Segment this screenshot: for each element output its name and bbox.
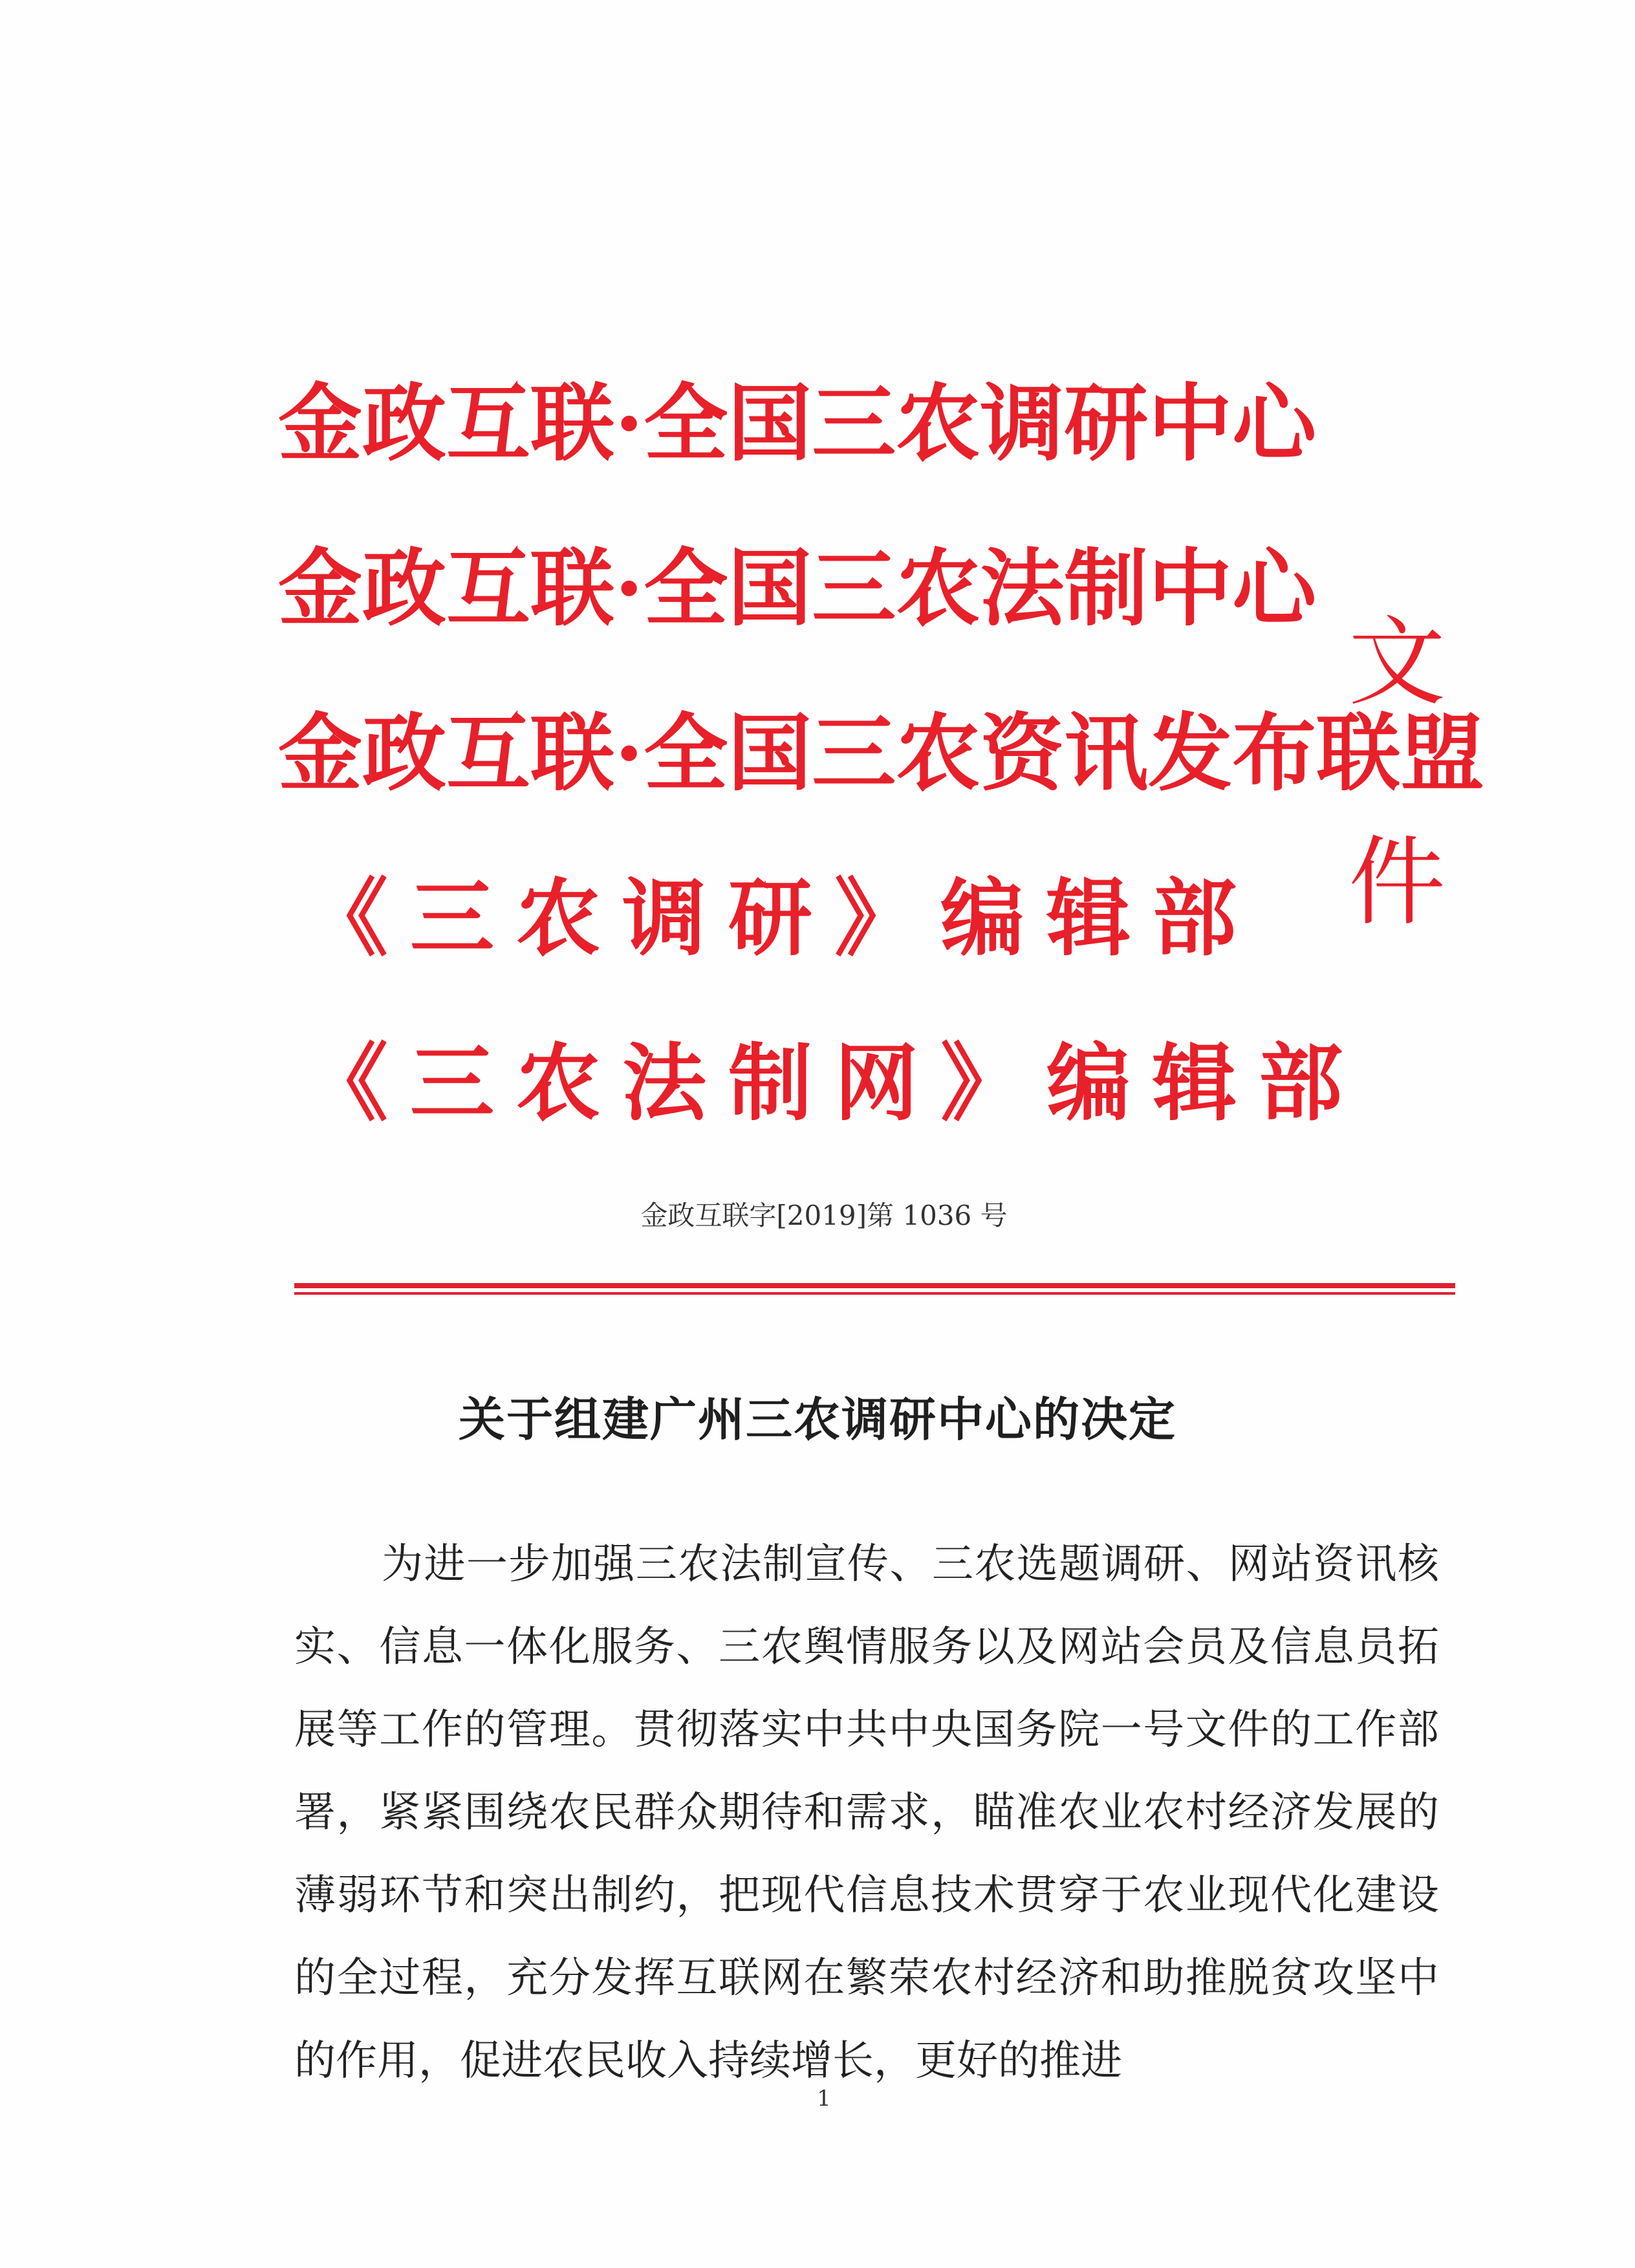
issuer-line-research-center: 金政互联·全国三农调研中心 [278, 374, 1317, 473]
issuer-header [278, 374, 1485, 1132]
page-number: 1 [817, 2086, 831, 2111]
red-separator-thin [294, 1292, 1455, 1295]
document-body [294, 1523, 1439, 2102]
issuer-line-news-alliance: 金政互联·全国三农资讯发布联盟 [278, 704, 1485, 803]
document-label-char: 件 [1348, 826, 1446, 939]
issuer-line-research-editorial: 《三农调研》编辑部 [304, 869, 1259, 967]
document-number: 金政互联字[2019]第 1036 号 [640, 1200, 1008, 1231]
issuer-line-legal-center: 金政互联·全国三农法制中心 [278, 539, 1317, 638]
document-label-char: 文 [1348, 607, 1446, 719]
red-separator-thick [294, 1283, 1455, 1288]
document-title: 关于组建广州三农调研中心的决定 [458, 1392, 1176, 1447]
issuer-line-legal-net-editorial: 《三农法制网》编辑部 [304, 1033, 1365, 1132]
document-label [1348, 607, 1458, 1054]
body-paragraph: 为进一步加强三农法制宣传、三农选题调研、网站资讯核实、信息一体化服务、三农舆情服务以及网站会员及信息员拓展等工作的管理。贯彻落实中共中央国务院一号文件的工作部署，紧紧围绕农民群众期待和需求，瞄准农业农村经济发展的薄弱环节和突出制约，把现代信息技术贯穿于农业现代化建设的全过程，充分发挥互联网在繁荣农村经济和助推脱贫攻坚中的作用，促进农民收入持续增长，更好的推进 [294, 1540, 1439, 2085]
